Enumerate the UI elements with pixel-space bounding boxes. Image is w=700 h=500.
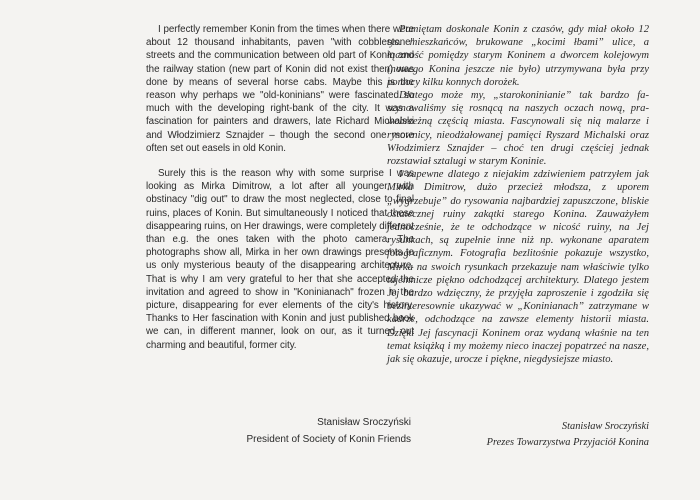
polish-signature-title: Prezes Towarzystwa Przyjaciół Konina <box>486 437 649 448</box>
english-paragraph-1: I perfectly remember Konin from the times when there were about 12 thousand inhabitants, paven "with cobblestone" streets and the communication between old part of Konin and the railway station (new part of Konin did not exist then) was done by means of several horse cabs. Maybe this is the reason why perhaps we "old-koninians" were fascinated so much with the developing right-bank of the city. It was a fascination for painters and drawers, late Richard Michalski and Włodzimierz Sznajder – though the second one more often set out easels in old Konin. <box>146 24 414 154</box>
polish-paragraph-1: Pamiętam doskonale Konin z czasów, gdy miał około 12 tys. mieszkańców, brukowane „kocimi łbami” ulice, a łączność pomiędzy starym Koninem a dworcem kolejowym (nowego Konina jeszcze nie było) utrzymywana była przy pomocy kilku konnych dorożek. <box>387 24 649 88</box>
english-column <box>146 23 414 352</box>
english-signature-title: President of Society of Konin Friends <box>246 434 411 445</box>
english-paragraph-2: Surely this is the reason why with some surprise I was looking as Mirka Dimitrow, a lot after all younger, with obstinacy "dig out" to draw the most neglected, close to final ruins, places of Konin. But simultaneously I noticed that these disappearing ruins, on Her drawings, were completely different than e.g. the ones taken with the photo camera. The photographs show all, Mirka in her own drawings presents to us only mysterious beauty of the disappearing architecture. That is why I am very grateful to her that she accepted the invitation and agreed to show in "Koninianach" frozen in the picture, disappearing for ever elements of the city's history. Thanks to Her fascination with Konin and just published book we can, in different manner, look on our, as it turned out charming and beautiful, former city. <box>146 168 414 351</box>
english-signature <box>146 414 411 448</box>
polish-signature <box>387 419 649 451</box>
polish-paragraph-2: Dlatego może my, „starokoninianie” tak bardzo fascynowaliśmy się rosnącą na naszych oczach nową, prawobrzeżną częścią miasta. Fascynowali się nią malarze i rysownicy, nieodżałowanej pamięci Ryszard Michalski oraz Włodzimierz Sznajder – choć ten drugi częściej jednak rozstawiał sztalugi w starym Koninie. <box>387 90 649 168</box>
polish-signature-name: Stanisław Sroczyński <box>561 421 649 432</box>
polish-paragraph-3: I zapewne dlatego z niejakim zdziwieniem patrzyłem jak Mirka Dimitrow, dużo przecież młodsza, z uporem „wygrzebuje” do rysowania najbardziej zapuszczone, bliskie ostatecznej ruiny zakątki starego Konina. Zauważyłem jednocześnie, że te odchodzące w nicość ruiny, na Jej rysunkach, są zupełnie inne niż np. wykonane aparatem fotograficznym. Fotografia bezlitośnie pokazuje wszystko, Mirka na swoich rysunkach przekazuje nam właściwie tylko tajemnicze piękno odchodzącej architektury. Dlatego jestem Jej bardzo wdzięczny, że przyjęła zaproszenie i zgodziła się bezinteresownie ukazywać w „Koninianach” zatrzymane w kadrze, odchodzące na zawsze elementy historii miasta. Dzięki Jej fascynacji Koninem oraz wydaną właśnie na ten temat książką i my możemy nieco inaczej popatrzeć na nasze, jak się okazuje, urocze i piękne, niegdysiejsze miasto. <box>387 169 649 366</box>
polish-column <box>387 23 649 366</box>
english-signature-name: Stanisław Sroczyński <box>317 417 411 428</box>
